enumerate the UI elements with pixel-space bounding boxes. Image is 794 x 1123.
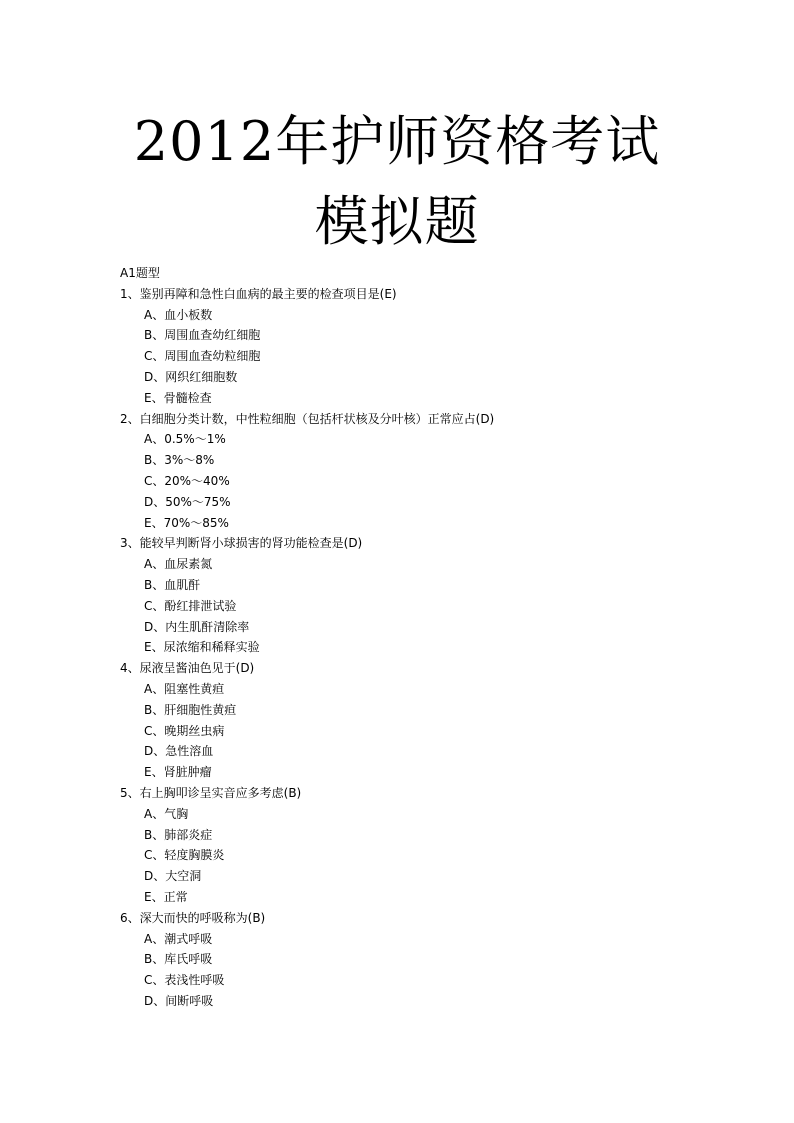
answer-option: D、急性溶血 (144, 744, 214, 759)
document-title-line-1: 2012年护师资格考试 (133, 110, 661, 173)
answer-option: D、网织红细胞数 (144, 369, 238, 384)
answer-option: A、气胸 (144, 806, 189, 821)
question-stem: 3、能较早判断肾小球损害的肾功能检查是(D) (120, 536, 363, 551)
answer-option: B、血肌酐 (144, 577, 201, 592)
answer-option: B、库氏呼吸 (144, 952, 213, 967)
answer-option: B、肺部炎症 (144, 827, 213, 842)
question-list (120, 263, 740, 1012)
document-title-line-2: 模拟题 (314, 190, 480, 253)
answer-option: A、潮式呼吸 (144, 931, 213, 946)
question-stem: 4、尿液呈酱油色见于(D) (120, 661, 255, 676)
answer-option: D、50%～75% (144, 494, 231, 509)
question-stem: 6、深大而快的呼吸称为(B) (120, 910, 266, 925)
answer-option: E、70%～85% (144, 515, 229, 530)
answer-option: B、周围血查幼红细胞 (144, 328, 261, 343)
answer-option: B、3%～8% (144, 453, 215, 468)
answer-option: A、0.5%～1% (144, 432, 226, 447)
answer-option: E、正常 (144, 889, 188, 904)
question-stem: 5、右上胸叩诊呈实音应多考虑(B) (120, 785, 302, 800)
answer-option: D、内生肌酐清除率 (144, 619, 250, 634)
answer-option: C、酚红排泄试验 (144, 598, 237, 613)
answer-option: C、20%～40% (144, 473, 230, 488)
question-stem: 1、鉴别再障和急性白血病的最主要的检查项目是(E) (120, 286, 397, 301)
answer-option: E、尿浓缩和稀释实验 (144, 640, 260, 655)
answer-option: C、周围血查幼粒细胞 (144, 349, 261, 364)
answer-option: A、血尿素氮 (144, 557, 213, 572)
answer-option: A、阻塞性黄疸 (144, 681, 225, 696)
answer-option: D、大空洞 (144, 869, 202, 884)
answer-option: C、表浅性呼吸 (144, 973, 225, 988)
question-stem: 2、白细胞分类计数，中性粒细胞（包括杆状核及分叶核）正常应占(D) (120, 411, 495, 426)
answer-option: B、肝细胞性黄疸 (144, 702, 237, 717)
answer-option: C、晚期丝虫病 (144, 723, 225, 738)
answer-option: E、骨髓检查 (144, 390, 212, 405)
answer-option: C、轻度胸膜炎 (144, 848, 225, 863)
section-heading: A1题型 (120, 266, 160, 280)
answer-option: E、肾脏肿瘤 (144, 765, 212, 780)
answer-option: A、血小板数 (144, 307, 213, 322)
answer-option: D、间断呼吸 (144, 993, 214, 1008)
